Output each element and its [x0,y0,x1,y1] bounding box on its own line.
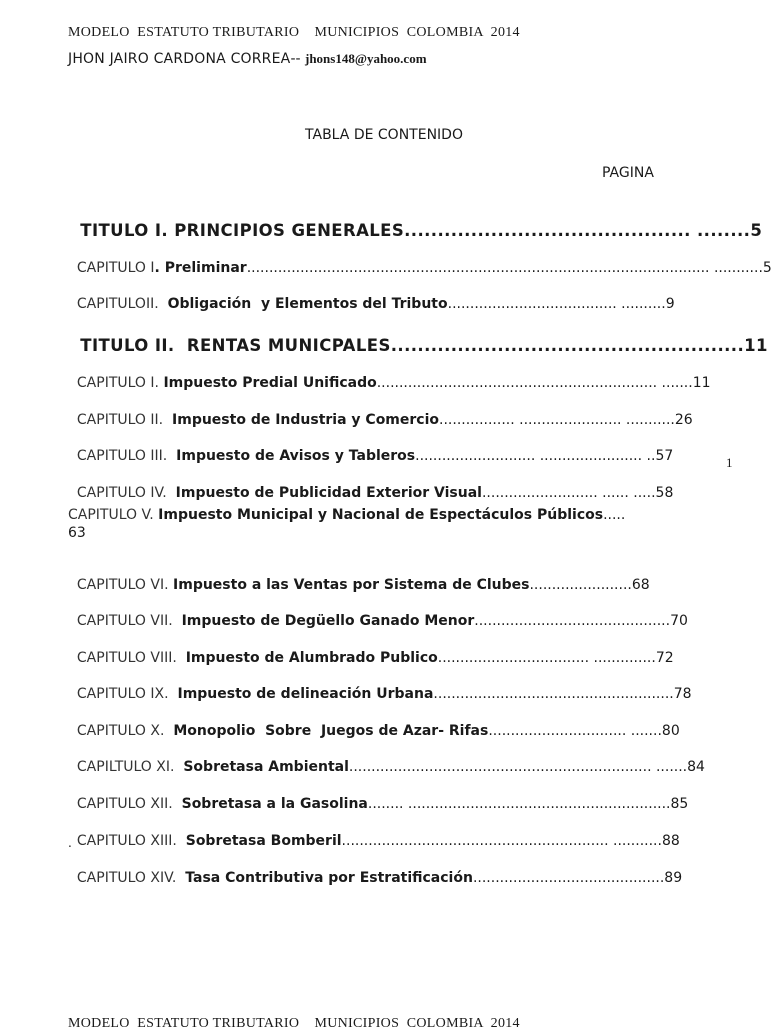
toc-entry-leader: ............................................ [474,613,671,629]
toc-entry-label: CAPITULO VI. [76,577,174,593]
toc-entry-leader: ...................................... .......... [447,296,666,312]
toc-entry-page: 80 [661,723,680,739]
toc-entry-title: Sobretasa Ambiental [183,759,349,775]
author-separator: -- [290,51,305,67]
toc-entry-leader: ........ ........................................................... [367,796,671,812]
toc-entry-title: Tasa Contributiva por Estratificación [185,870,473,886]
page-column-label: PAGINA [602,165,654,181]
toc-entry-title: Impuesto Municipal y Nacional de Espectáculos Públicos [158,507,604,523]
toc-entry-title: Impuesto Predial Unificado [163,375,377,391]
toc-entry-capitulo-xi[interactable] [68,743,705,775]
toc-entry-page: 9 [665,296,675,312]
toc-entry-title: Impuesto de Alumbrado Publico [185,650,438,666]
toc-entry-label: CAPITULOII. [76,296,168,312]
toc-entry-capitulo-ii-industria[interactable] [68,396,693,428]
toc-entry-capitulo-iv[interactable] [68,469,673,501]
toc-entry-page: 26 [674,412,693,428]
toc-entry-leader: ............................................................... ....... [376,375,693,391]
toc-entry-label: CAPITULO XIV. [76,870,186,886]
toc-entry-leader: ........................................................................................................ ........... [246,260,763,276]
toc-entry-page: 89 [664,870,683,886]
toc-entry-label: CAPITULO V. [68,507,159,523]
toc-entry-leader: .................................. .............. [437,650,656,666]
toc-entry-leader: .......................... ...... ..... [481,485,656,501]
toc-entry-title: TITULO I. PRINCIPIOS GENERALES [80,221,405,240]
toc-entry-titulo-i[interactable] [68,202,762,240]
toc-entry-capitulo-xii[interactable] [68,780,688,812]
toc-entry-title: Impuesto de Degüello Ganado Menor [181,613,475,629]
toc-entry-capitulo-xiii[interactable] [68,817,680,849]
toc-entry-leader: ..................................................... [390,336,745,355]
toc-entry-label: CAPITULO XII. [76,796,182,812]
toc-entry-page: 70 [670,613,688,629]
toc-entry-page: 72 [655,650,674,666]
toc-entry-title: Monopolio Sobre Juegos de Azar- Rifas [173,723,489,739]
toc-entry-label: CAPITULO III. [76,448,177,464]
toc-entry-capitulo-v[interactable] [68,506,688,542]
toc-entry-leader: ............................... ....... [488,723,662,739]
document-header-title: MODELO ESTATUTO TRIBUTARIO MUNICIPIOS COLOMBIA 2014 [68,25,520,40]
toc-entry-capitulo-vi[interactable] [68,561,650,593]
toc-entry-page: 63 [68,525,86,541]
toc-entry-capitulo-iii[interactable] [68,432,673,464]
toc-entry-title: TITULO II. RENTAS MUNICPALES [80,336,391,355]
toc-entry-leader: ...................................................... [433,686,674,702]
toc-entry-label: CAPITULO IV. [76,485,176,501]
toc-entry-capitulo-vii[interactable] [68,597,688,629]
toc-entry-title: Sobretasa Bomberil [185,833,342,849]
next-page-header-cut: MODELO ESTATUTO TRIBUTARIO MUNICIPIOS COLOMBIA 2014 [68,1016,520,1031]
toc-entry-page: 11 [744,336,768,355]
toc-entry-label: CAPITULO I. [76,375,164,391]
toc-entry-capitulo-viii[interactable] [68,634,674,666]
toc-entry-capitulo-i-predial[interactable] [68,359,711,391]
toc-entry-title: Impuesto de Avisos y Tableros [176,448,416,464]
toc-entry-page: 84 [687,759,705,775]
toc-entry-page: 5 [750,221,763,240]
toc-entry-title: Obligación y Elementos del Tributo [167,296,448,312]
toc-entry-page: 11 [692,375,711,391]
toc-entry-leader: ................. ....................... ........... [439,412,675,428]
toc-entry-capitulo-ii[interactable] [68,280,675,312]
author-name: JHON JAIRO CARDONA CORREA [68,51,291,67]
toc-entry-titulo-ii[interactable] [68,317,768,355]
author-email: jhons148@yahoo.com [305,51,427,66]
toc-entry-title: . Preliminar [154,260,247,276]
toc-entry-label: CAPITULO VII. [76,613,182,629]
toc-entry-page: 5 [762,260,772,276]
toc-entry-title: Impuesto de Publicidad Exterior Visual [175,485,482,501]
toc-entry-label: CAPITULO IX. [76,686,178,702]
toc-entry-label: CAPITULO VIII. [76,650,186,666]
toc-entry-leader: ....................... [529,577,632,593]
toc-entry-leader: ........................................... ........ [404,221,751,240]
toc-heading: TABLA DE CONTENIDO [305,127,463,143]
toc-entry-page: 85 [670,796,689,812]
toc-entry-label: CAPITULO X. [76,723,174,739]
toc-entry-leader: ..... [603,507,626,523]
toc-entry-label: CAPITULO II. [76,412,173,428]
toc-entry-title: Sobretasa a la Gasolina [181,796,368,812]
toc-entry-leader: .................................................................... ....... [348,759,688,775]
toc-entry-page: 68 [631,577,650,593]
toc-entry-label: CAPILTULO XI. [76,759,184,775]
toc-entry-label: CAPITULO XIII. [76,833,186,849]
toc-entry-capitulo-i[interactable] [68,244,772,276]
side-page-number: 1 [726,455,733,470]
toc-entry-leader: ........................... ....................... .. [415,448,656,464]
toc-entry-leader: ............................................................ ........... [341,833,662,849]
toc-entry-capitulo-x[interactable] [68,707,680,739]
stray-mark: . [68,836,72,850]
toc-entry-title: Impuesto de delineación Urbana [177,686,434,702]
toc-entry-page: 57 [655,448,674,464]
toc-entry-capitulo-xiv[interactable] [68,854,682,886]
toc-entry-page: 88 [661,833,680,849]
toc-entry-label: CAPITULO I [76,260,155,276]
document-header-author [68,50,427,68]
toc-entry-page: 78 [673,686,692,702]
toc-entry-page: 58 [655,485,674,501]
toc-entry-title: Impuesto de Industria y Comercio [172,412,440,428]
toc-entry-title: Impuesto a las Ventas por Sistema de Clubes [173,577,530,593]
toc-entry-capitulo-ix[interactable] [68,670,692,702]
toc-entry-leader: ........................................... [472,870,665,886]
